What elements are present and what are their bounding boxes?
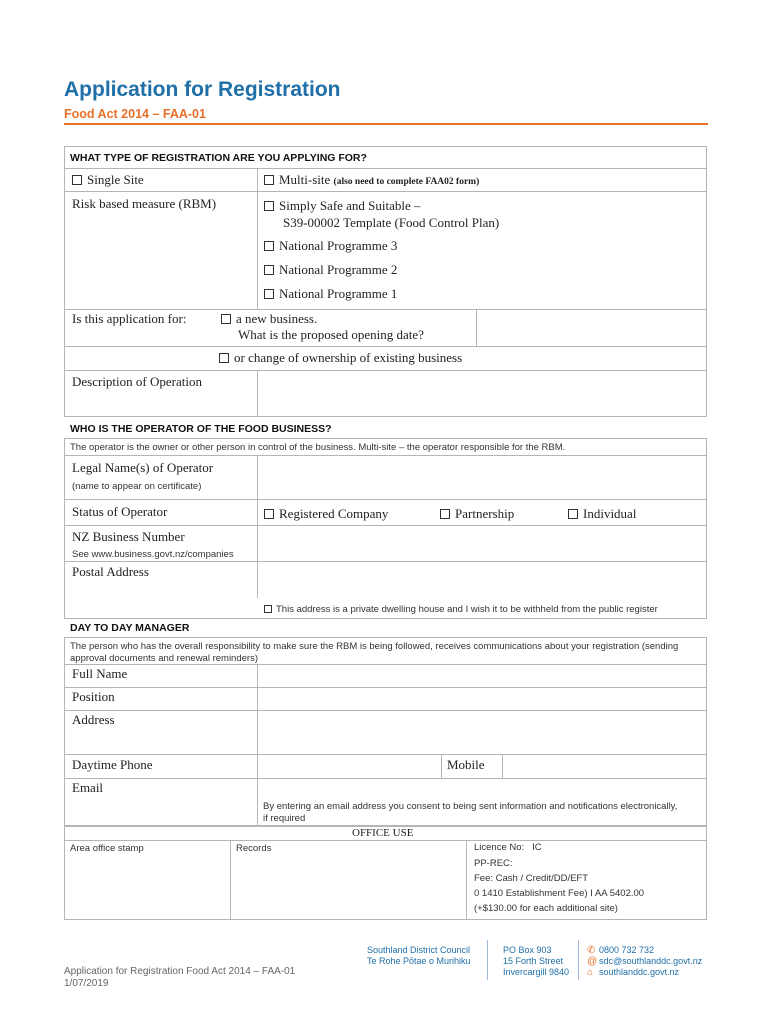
single-site-label: Single Site bbox=[87, 172, 144, 187]
header-divider bbox=[64, 123, 708, 125]
divider bbox=[466, 840, 467, 920]
checkbox-icon[interactable] bbox=[221, 314, 231, 324]
home-icon: ⌂ bbox=[587, 967, 594, 978]
nzbn-hint: See www.business.govt.nz/companies bbox=[72, 549, 234, 560]
checkbox-icon[interactable] bbox=[264, 241, 274, 251]
multi-site-label: Multi-site bbox=[279, 172, 331, 187]
address-line1: PO Box 903 bbox=[503, 945, 552, 955]
checkbox-icon[interactable] bbox=[440, 509, 450, 519]
website-row[interactable] bbox=[587, 967, 702, 978]
rbm-option-1-line1: Simply Safe and Suitable – bbox=[279, 198, 421, 213]
email-text[interactable]: sdc@southlanddc.govt.nz bbox=[599, 956, 703, 966]
rbm-option-3-label: National Programme 2 bbox=[279, 262, 398, 277]
status-registered-company-label: Registered Company bbox=[279, 506, 389, 521]
pp-rec-label: PP-REC: bbox=[474, 858, 513, 869]
address-line2: 15 Forth Street bbox=[503, 956, 564, 966]
status-partnership-option[interactable] bbox=[440, 506, 514, 522]
full-name-field[interactable] bbox=[258, 665, 706, 686]
postal-address-field[interactable] bbox=[258, 562, 706, 598]
rbm-option-4-label: National Programme 1 bbox=[279, 286, 398, 301]
checkbox-icon[interactable] bbox=[264, 265, 274, 275]
status-individual-option[interactable] bbox=[568, 506, 636, 522]
description-field[interactable] bbox=[258, 371, 706, 416]
divider bbox=[64, 840, 707, 841]
checkbox-icon[interactable] bbox=[264, 605, 272, 613]
new-business-label: a new business. bbox=[236, 311, 318, 326]
checkbox-icon[interactable] bbox=[264, 289, 274, 299]
checkbox-icon[interactable] bbox=[264, 175, 274, 185]
divider bbox=[64, 346, 707, 347]
email-icon: @ bbox=[587, 956, 598, 967]
new-business-option[interactable] bbox=[221, 311, 317, 327]
full-name-label: Full Name bbox=[72, 666, 128, 681]
council-line2: Te Rohe Pōtae o Murihiku bbox=[367, 956, 471, 966]
nzbn-label: NZ Business Number bbox=[72, 529, 185, 544]
website-text[interactable]: southlanddc.govt.nz bbox=[599, 967, 680, 977]
additional-site-fee: (+$130.00 for each additional site) bbox=[474, 903, 618, 914]
application-for-label: Is this application for: bbox=[72, 311, 187, 326]
rbm-option-simply-safe[interactable] bbox=[264, 198, 421, 214]
divider bbox=[487, 940, 488, 980]
manager-note-line2: approval documents and renewal reminders) bbox=[70, 653, 258, 664]
legal-name-hint: (name to appear on certificate) bbox=[72, 481, 202, 492]
footer-doc-name: Application for Registration Food Act 2014 – FAA-01 bbox=[64, 966, 296, 977]
council-line1: Southland District Council bbox=[367, 945, 471, 955]
divider bbox=[230, 840, 231, 920]
checkbox-icon[interactable] bbox=[264, 509, 274, 519]
divider bbox=[257, 168, 258, 309]
checkbox-icon[interactable] bbox=[72, 175, 82, 185]
daytime-phone-label: Daytime Phone bbox=[72, 757, 153, 772]
email-consent-line1: By entering an email address you consent to being sent information and notifications electronically, bbox=[263, 801, 678, 812]
opening-date-question: What is the proposed opening date? bbox=[238, 327, 424, 342]
registration-heading: WHAT TYPE OF REGISTRATION ARE YOU APPLYING FOR? bbox=[70, 152, 367, 164]
manager-heading: DAY TO DAY MANAGER bbox=[70, 622, 190, 634]
email-consent-line2: if required bbox=[263, 813, 306, 824]
operator-heading: WHO IS THE OPERATOR OF THE FOOD BUSINESS? bbox=[70, 423, 332, 435]
rbm-option-np1[interactable] bbox=[264, 286, 397, 302]
divider bbox=[64, 191, 707, 192]
change-ownership-option[interactable] bbox=[219, 350, 462, 366]
legal-name-field[interactable] bbox=[258, 456, 706, 498]
multi-site-note: (also need to complete FAA02 form) bbox=[333, 177, 480, 187]
postal-address-block bbox=[503, 945, 569, 978]
rbm-option-np2[interactable] bbox=[264, 262, 397, 278]
mobile-label: Mobile bbox=[447, 757, 485, 772]
records-label: Records bbox=[236, 843, 272, 854]
nzbn-field[interactable] bbox=[258, 526, 706, 560]
licence-no-label: Licence No: IC bbox=[474, 842, 542, 853]
phone-row bbox=[587, 945, 702, 956]
fee-label: Fee: Cash / Credit/DD/EFT bbox=[474, 873, 589, 884]
divider bbox=[64, 168, 707, 169]
status-individual-label: Individual bbox=[583, 506, 637, 521]
private-dwelling-option[interactable] bbox=[264, 604, 704, 615]
operator-note: The operator is the owner or other person in control of the business. Multi-site – the operator responsible for the RBM. bbox=[70, 442, 566, 453]
position-field[interactable] bbox=[258, 688, 706, 709]
address-field[interactable] bbox=[258, 711, 706, 753]
multi-site-option[interactable] bbox=[264, 172, 479, 188]
rbm-label: Risk based measure (RBM) bbox=[72, 196, 217, 211]
opening-date-field[interactable] bbox=[477, 310, 706, 345]
phone-icon: ✆ bbox=[587, 945, 596, 956]
divider bbox=[64, 499, 707, 500]
page-title: Application for Registration bbox=[64, 78, 341, 101]
area-office-stamp-label: Area office stamp bbox=[70, 843, 144, 854]
position-label: Position bbox=[72, 689, 115, 704]
checkbox-icon[interactable] bbox=[264, 201, 274, 211]
footer-date: 1/07/2019 bbox=[64, 978, 109, 989]
address-label: Address bbox=[72, 712, 115, 727]
office-use-heading: OFFICE USE bbox=[352, 827, 414, 839]
daytime-phone-field[interactable] bbox=[258, 755, 440, 777]
status-registered-company-option[interactable] bbox=[264, 506, 388, 522]
single-site-option[interactable] bbox=[72, 172, 144, 188]
contact-block bbox=[587, 945, 702, 978]
status-partnership-label: Partnership bbox=[455, 506, 515, 521]
checkbox-icon[interactable] bbox=[568, 509, 578, 519]
fee-code-label: 0 1410 Establishment Fee) I AA 5402.00 bbox=[474, 888, 645, 899]
status-label: Status of Operator bbox=[72, 504, 168, 519]
rbm-option-np3[interactable] bbox=[264, 238, 397, 254]
rbm-option-2-label: National Programme 3 bbox=[279, 238, 398, 253]
rbm-option-1-line2: S39-00002 Template (Food Control Plan) bbox=[283, 215, 500, 230]
mobile-field[interactable] bbox=[503, 755, 706, 777]
email-label: Email bbox=[72, 780, 104, 795]
postal-address-label: Postal Address bbox=[72, 564, 149, 579]
phone-text: 0800 732 732 bbox=[599, 945, 655, 955]
private-dwelling-label: This address is a private dwelling house and I wish it to be withheld from the public register bbox=[276, 604, 658, 615]
divider bbox=[441, 754, 442, 778]
divider bbox=[578, 940, 579, 980]
address-line3: Invercargill 9840 bbox=[503, 967, 570, 977]
description-label: Description of Operation bbox=[72, 374, 202, 389]
legal-name-label: Legal Name(s) of Operator bbox=[72, 460, 214, 475]
checkbox-icon[interactable] bbox=[219, 353, 229, 363]
email-field[interactable] bbox=[258, 779, 706, 799]
page-subtitle: Food Act 2014 – FAA-01 bbox=[64, 107, 206, 121]
manager-note-line1: The person who has the overall responsibility to make sure the RBM is being followed, receives communications about your registration (sending bbox=[70, 641, 679, 652]
change-ownership-label: or change of ownership of existing business bbox=[234, 350, 463, 365]
council-name-block bbox=[367, 945, 471, 967]
email-row[interactable] bbox=[587, 956, 702, 967]
